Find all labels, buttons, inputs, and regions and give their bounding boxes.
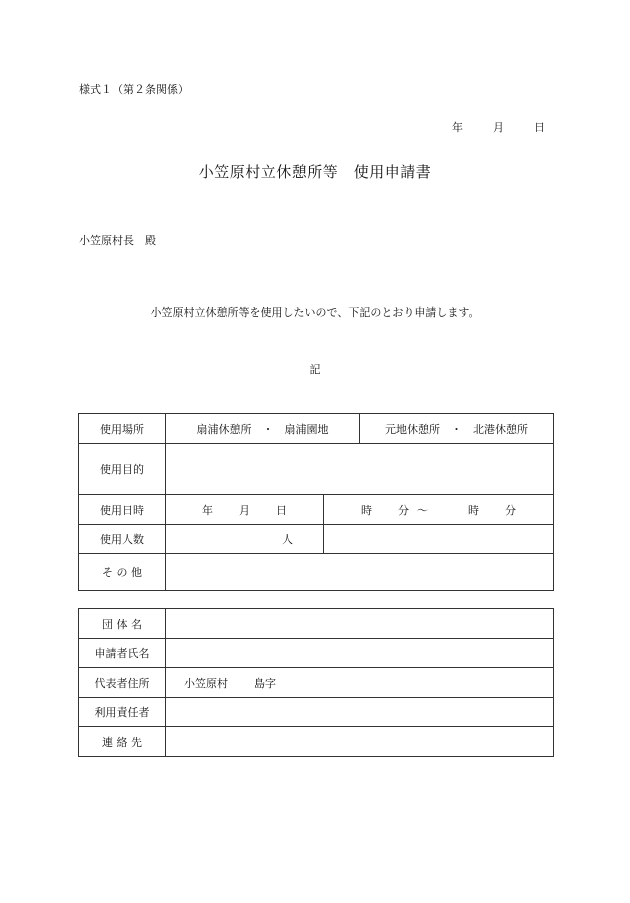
responsible-field[interactable] <box>166 698 554 727</box>
time-hour-end: 時 <box>468 503 479 517</box>
applicant-table <box>78 608 554 757</box>
applicant-label: 申請者氏名 <box>79 639 166 668</box>
date-day: 日 <box>534 121 545 134</box>
form-label: 様式１（第２条関係） <box>79 83 189 96</box>
time-min-start: 分 <box>398 503 409 517</box>
place-option-motochi[interactable]: 元地休憩所 ・ 北港休憩所 <box>360 414 554 444</box>
applicant-row <box>79 639 554 668</box>
place-label: 使用場所 <box>79 414 166 444</box>
people-field[interactable] <box>166 525 324 554</box>
time-tilde: 〜 <box>417 503 428 517</box>
responsible-row <box>79 698 554 727</box>
contact-field[interactable] <box>166 727 554 757</box>
page-title: 小笠原村立休憩所等 使用申請書 <box>198 163 432 181</box>
usage-time-field[interactable] <box>324 495 554 525</box>
date-line <box>452 119 545 135</box>
place-option-ogiura[interactable]: 扇浦休憩所 ・ 扇浦園地 <box>166 414 360 444</box>
usage-people-row <box>79 525 554 554</box>
other-field[interactable] <box>166 554 554 591</box>
people-blank-cell <box>324 525 554 554</box>
rep-address-label: 代表者住所 <box>79 668 166 698</box>
usage-other-row <box>79 554 554 591</box>
rep-address-row <box>79 668 554 698</box>
usage-date-day: 日 <box>276 503 287 517</box>
contact-label: 連 絡 先 <box>79 727 166 757</box>
people-label: 使用人数 <box>79 525 166 554</box>
usage-table <box>78 413 554 591</box>
other-label: そ の 他 <box>79 554 166 591</box>
usage-purpose-row <box>79 444 554 495</box>
people-unit: 人 <box>282 533 293 546</box>
purpose-field[interactable] <box>166 444 554 495</box>
rep-address-village: 小笠原村 <box>184 676 228 690</box>
date-month: 月 <box>493 121 504 134</box>
rep-address-field[interactable] <box>166 668 554 698</box>
group-label: 団 体 名 <box>79 609 166 639</box>
group-field[interactable] <box>166 609 554 639</box>
responsible-label: 利用責任者 <box>79 698 166 727</box>
usage-date-year: 年 <box>202 503 213 517</box>
date-year: 年 <box>452 121 463 134</box>
time-hour-start: 時 <box>361 503 372 517</box>
datetime-label: 使用日時 <box>79 495 166 525</box>
usage-date-field[interactable] <box>166 495 324 525</box>
time-min-end: 分 <box>505 503 516 517</box>
ki-heading: 記 <box>309 363 321 376</box>
statement: 小笠原村立休憩所等を使用したいので、下記のとおり申請します。 <box>150 306 480 319</box>
contact-row <box>79 727 554 757</box>
rep-address-island: 島字 <box>254 676 276 690</box>
addressee: 小笠原村長 殿 <box>79 234 156 247</box>
applicant-field[interactable] <box>166 639 554 668</box>
usage-datetime-row <box>79 495 554 525</box>
usage-date-month: 月 <box>239 503 250 517</box>
purpose-label: 使用目的 <box>79 444 166 495</box>
usage-place-row <box>79 414 554 444</box>
group-row <box>79 609 554 639</box>
